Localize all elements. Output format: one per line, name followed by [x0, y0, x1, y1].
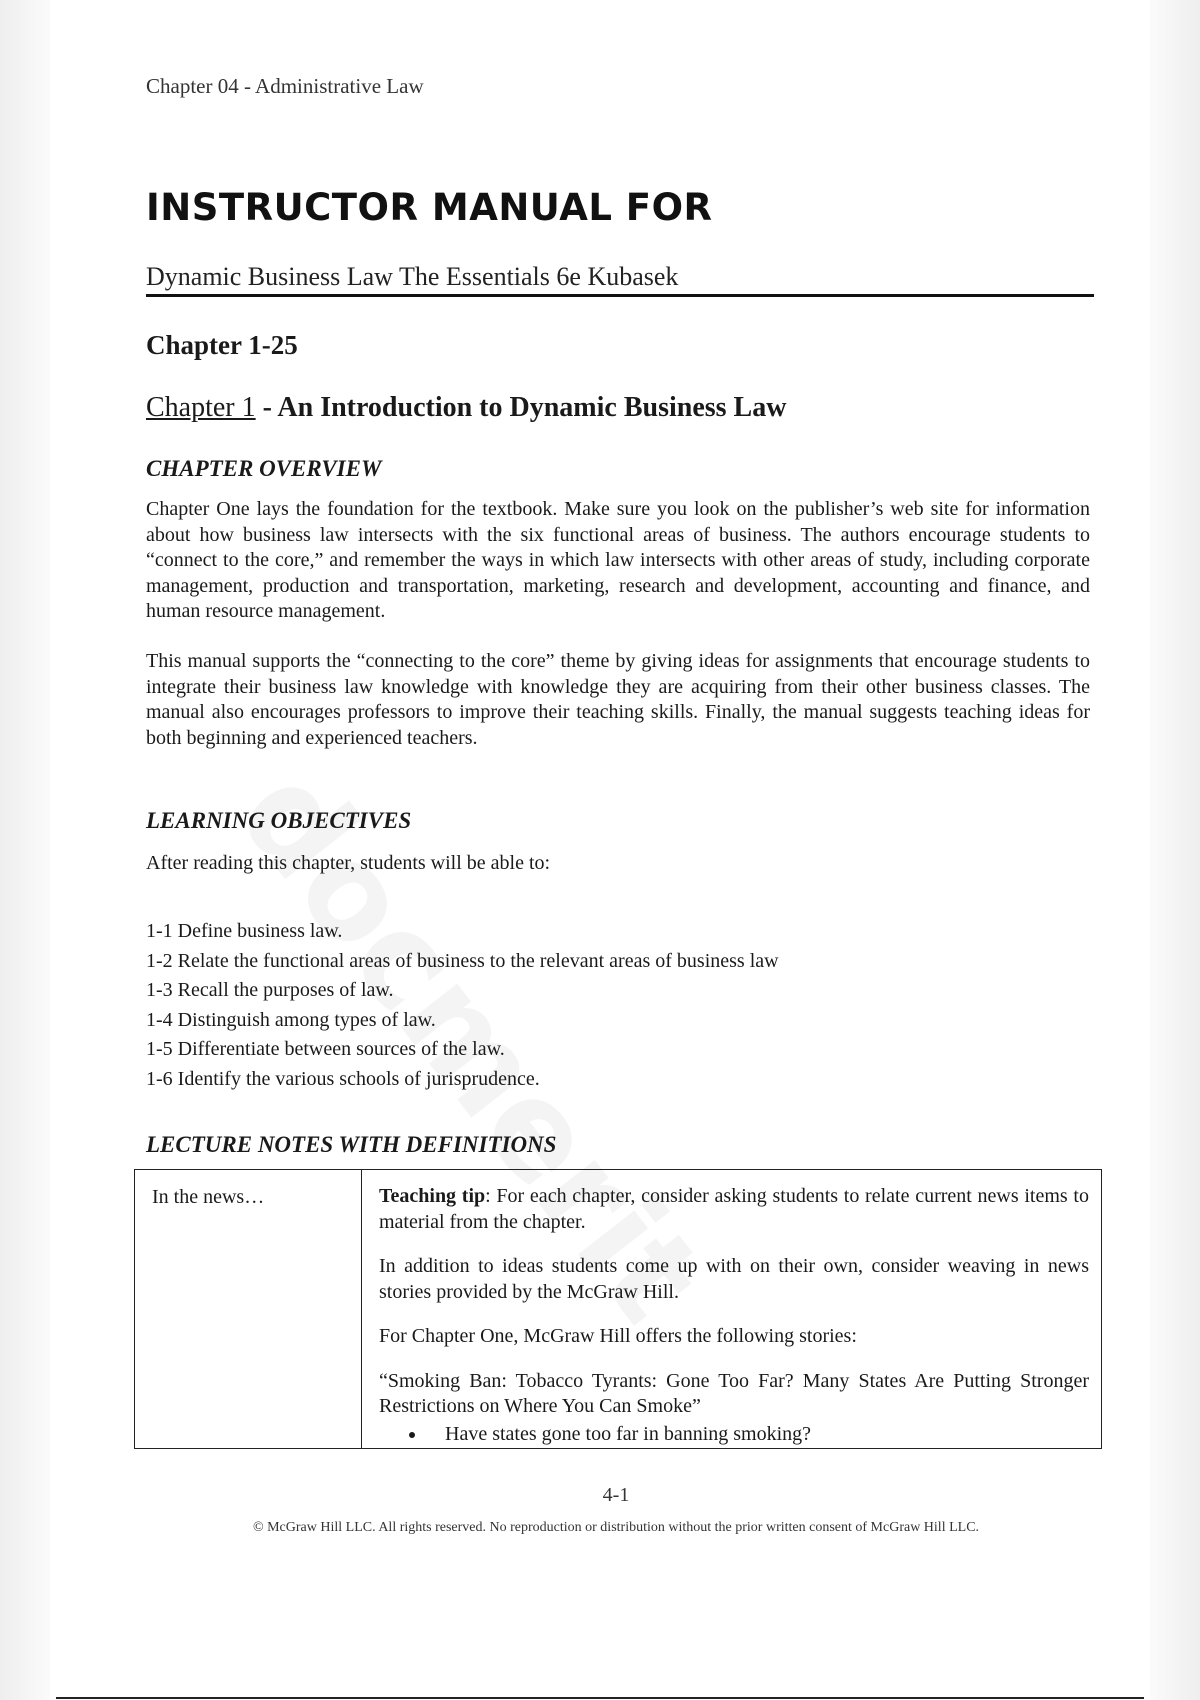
- manual-title: INSTRUCTOR MANUAL FOR: [146, 186, 713, 229]
- teaching-tip-label: Teaching tip: [379, 1185, 486, 1207]
- overview-paragraph-2: This manual supports the “connecting to the core” theme by giving ideas for assignments that encourage students to integrate their business law knowledge with knowledge they are acquiring from their other business classes. The manual also encourages professors to improve their teaching skills. Finally, the manual suggests teaching ideas for both beginning and experienced teachers.: [146, 650, 1090, 749]
- lecture-notes-heading: LECTURE NOTES WITH DEFINITIONS: [146, 1132, 557, 1157]
- notes-paragraph-2: In addition to ideas students come up with on their own, consider weaving in news stories provided by the McGraw Hill.: [379, 1255, 1089, 1303]
- objective-item: 1-1 Define business law.: [146, 920, 343, 942]
- objective-item: 1-3 Recall the purposes of law.: [146, 979, 394, 1001]
- book-title: Dynamic Business Law The Essentials 6e Kubasek: [146, 262, 679, 291]
- notes-content-cell: [362, 1170, 1101, 1448]
- objective-item: 1-4 Distinguish among types of law.: [146, 1008, 436, 1031]
- objective-item: 1-2 Relate the functional areas of business to the relevant areas of business law: [146, 949, 779, 972]
- page-edge-shade-right: [1150, 0, 1200, 1700]
- chapter-heading: [146, 392, 786, 424]
- page-edge-shade-left: [0, 0, 50, 1700]
- notes-paragraph-3: For Chapter One, McGraw Hill offers the following stories:: [379, 1325, 857, 1347]
- copyright-notice: © McGraw Hill LLC. All rights reserved. No reproduction or distribution without the prior written consent of McGraw Hill LLC.: [252, 1520, 980, 1535]
- objective-item: 1-5 Differentiate between sources of the law.: [146, 1038, 505, 1060]
- title-divider: [146, 294, 1094, 297]
- lecture-notes-table: [134, 1169, 1102, 1449]
- teaching-tip: [379, 1184, 1089, 1235]
- overview-heading: CHAPTER OVERVIEW: [146, 456, 382, 481]
- overview-paragraph-1: Chapter One lays the foundation for the textbook. Make sure you look on the publisher’s web site for information about how business law intersects with the six functional areas of business. The authors encourage students to “connect to the core,” and remember the ways in which law intersects with other areas of study, including corporate management, production and transportation, marketing, research and development, accounting and finance, and human resource management.: [146, 498, 1090, 622]
- running-header: Chapter 04 - Administrative Law: [146, 74, 424, 98]
- chapter-range: Chapter 1-25: [146, 330, 298, 360]
- objectives-list: [146, 917, 779, 1094]
- story-bullet: • Have states gone too far in banning smoking?: [427, 1422, 1089, 1448]
- chapter-link[interactable]: Chapter 1: [146, 392, 256, 423]
- story-bullets: [379, 1422, 1089, 1448]
- objective-item: 1-6 Identify the various schools of jurisprudence.: [146, 1067, 540, 1090]
- teaching-tip-text: : For each chapter, consider asking students to relate current news items to material from the chapter.: [379, 1185, 1089, 1233]
- objectives-intro: After reading this chapter, students will be able to:: [146, 852, 551, 874]
- chapter-title: - An Introduction to Dynamic Business Law: [255, 392, 787, 423]
- page-number: 4-1: [602, 1484, 630, 1506]
- bottom-divider: [56, 1697, 1144, 1699]
- notes-topic-cell: In the news…: [135, 1170, 362, 1448]
- story-title: “Smoking Ban: Tobacco Tyrants: Gone Too Far? Many States Are Putting Stronger Restrictions on Where You Can Smoke”: [379, 1369, 1089, 1417]
- objectives-heading: LEARNING OBJECTIVES: [146, 808, 412, 833]
